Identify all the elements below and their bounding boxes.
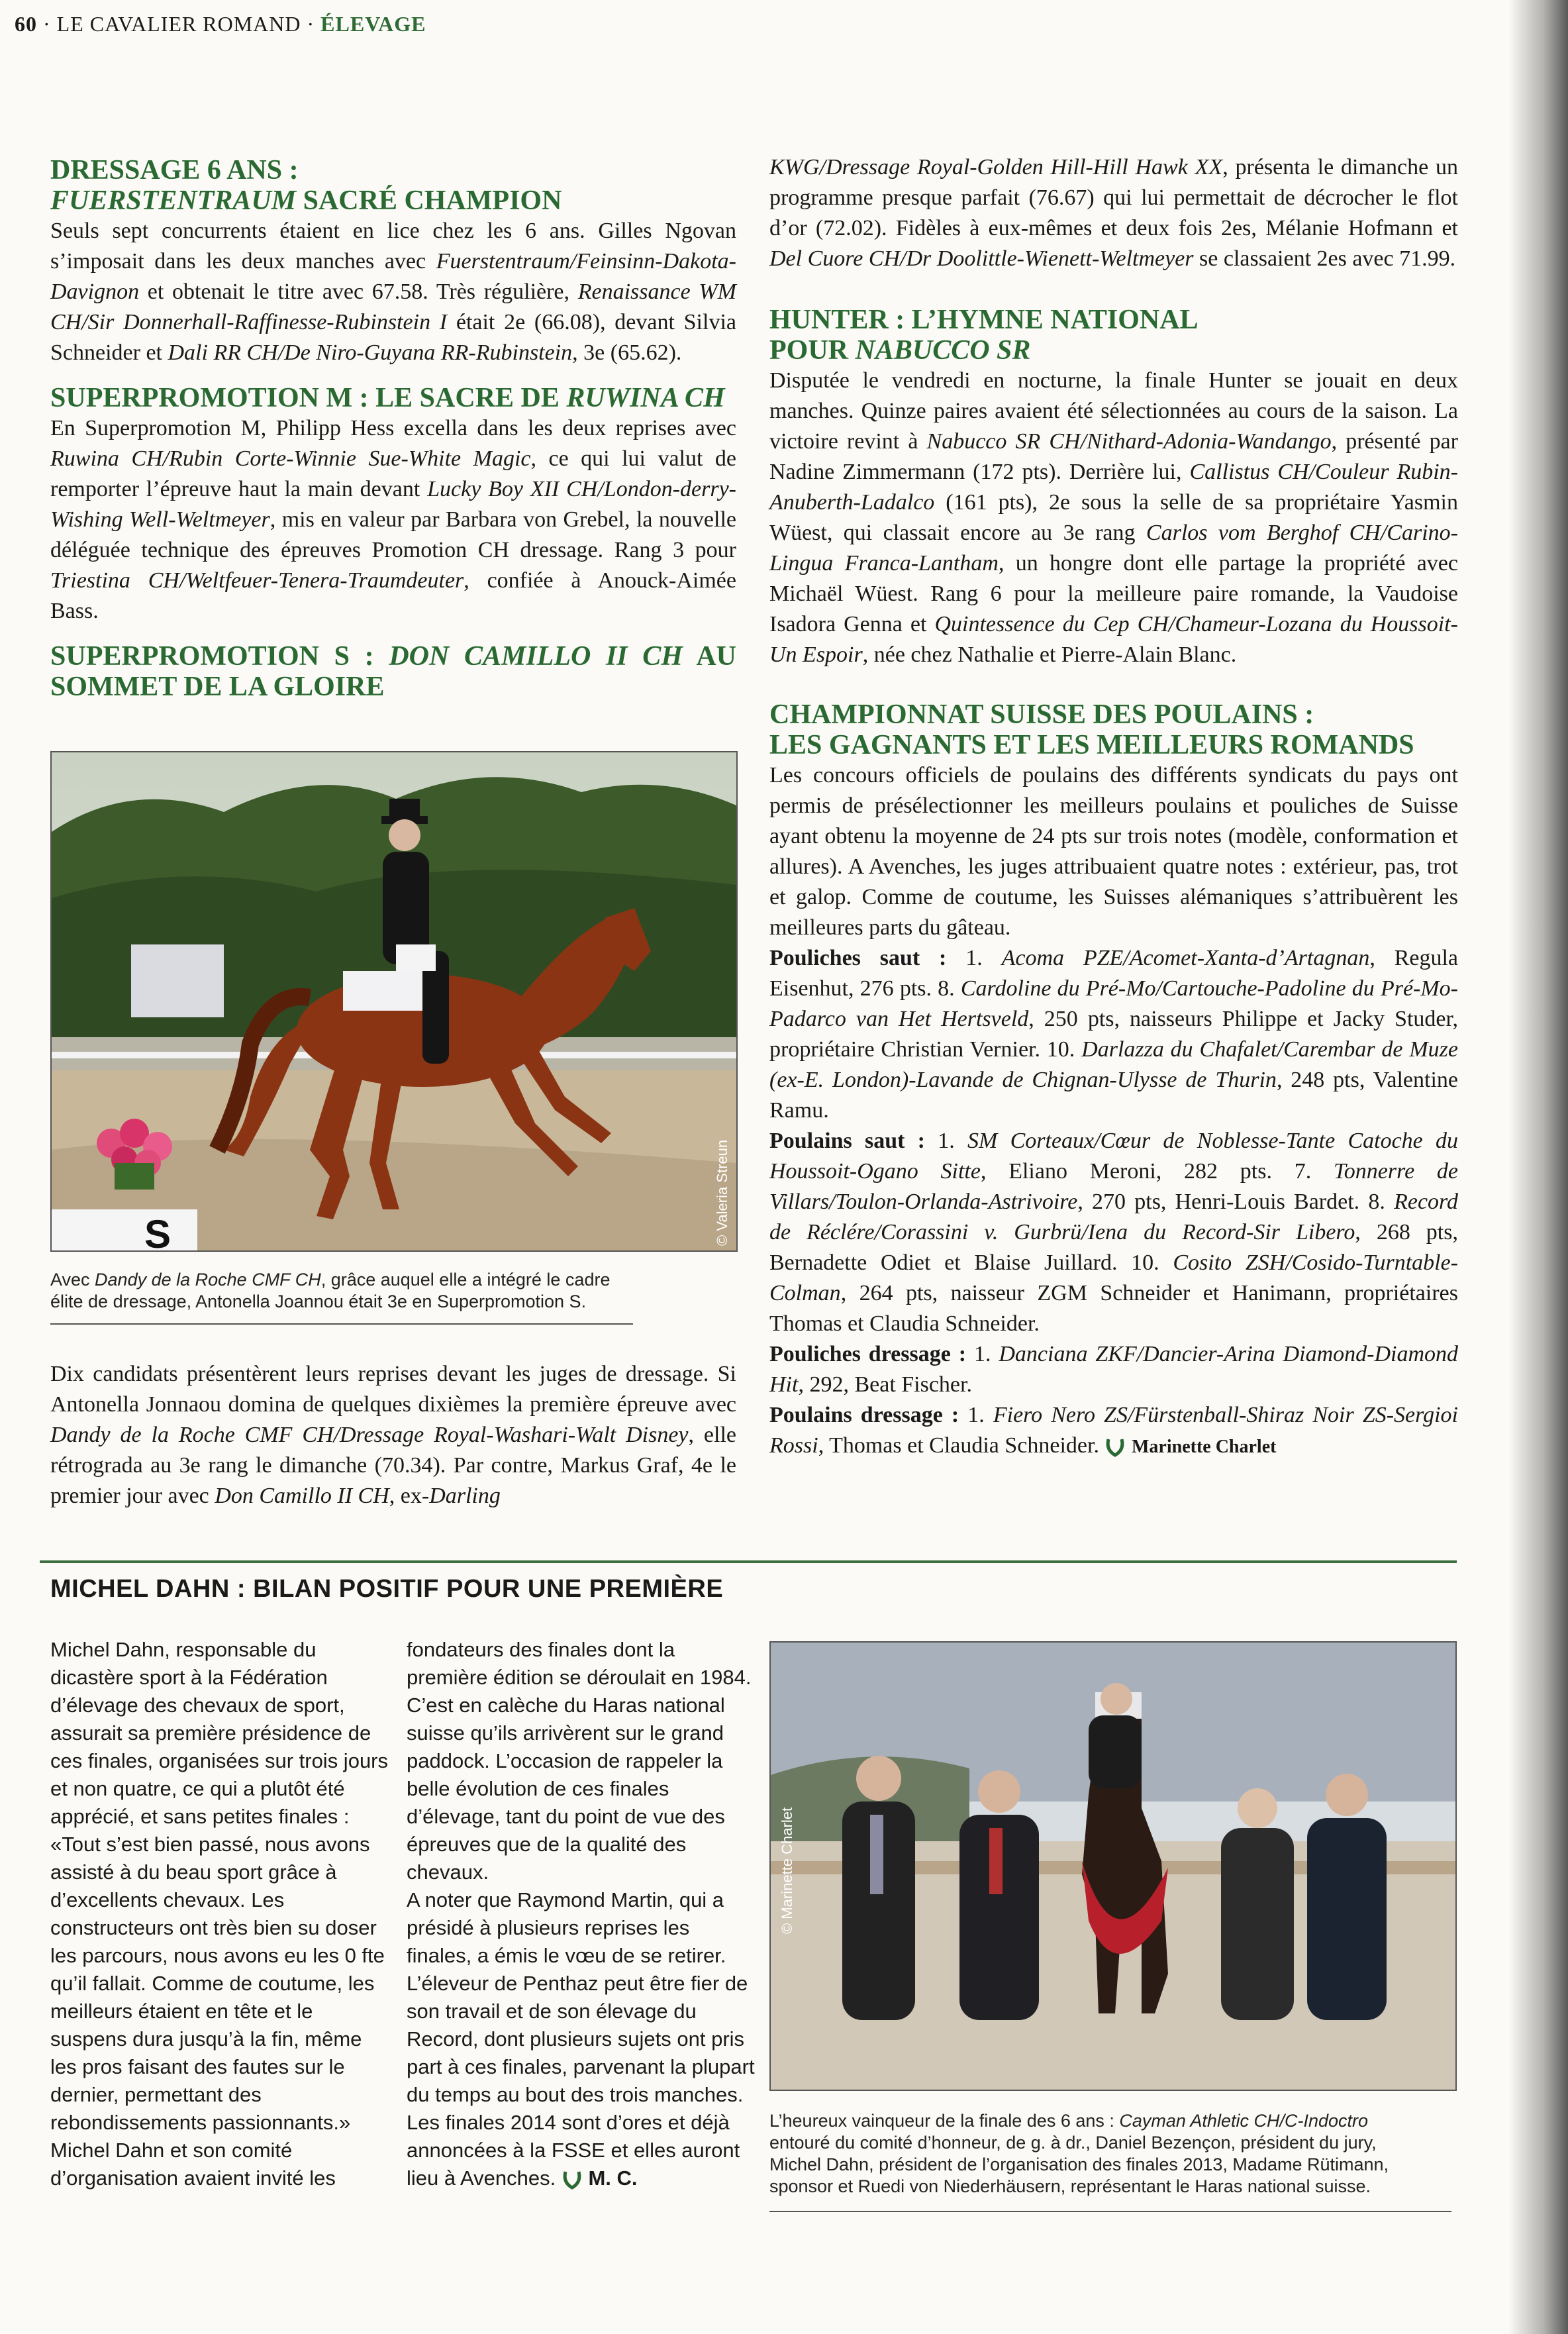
italic-horse-name: Darlazza du Chafalet/Carembar de Muze (ex-E. London)-Lavande de Chignan-Ulysse de Thurin	[769, 1037, 1458, 1092]
ceremony-illustration	[771, 1643, 1455, 2090]
running-header	[15, 12, 426, 36]
dressage-photo	[50, 751, 738, 1252]
box-paragraph-5	[407, 2109, 758, 2192]
italic-horse-name: Fiero Nero ZS/Fürstenball-Shiraz Noir ZS-Sergioi Rossi	[769, 1403, 1458, 1458]
box-title: MICHEL DAHN : BILAN POSITIF POUR UNE PREMIÈRE	[50, 1575, 724, 1603]
italic-horse-name: Quintessence du Cep CH/Chameur-Lozana du Houssoit-Un Espoir	[769, 612, 1458, 667]
text-run: , grâce auquel elle a intégré le cadre élite de dressage, Antonella Joannou était 3e en Superpromotion S.	[50, 1270, 611, 1311]
heading-superpromotion-m	[50, 383, 736, 413]
heading-dressage-6-ans	[50, 155, 736, 216]
page-binding-shadow	[1508, 0, 1568, 2334]
text-run: (161 pts), 2e sous la selle de sa propriétaire Yasmin Wüest, qui classait encore au 3e rang	[769, 490, 1458, 545]
text-run: , confiée à Anouck-Aimée Bass.	[50, 568, 736, 623]
box-paragraph-3: fondateurs des finales dont la première édition se déroulait en 1984. C’est en calèche du Haras national suisse qu’ils arrivèrent sur le grand paddock. L’occasion de rappeler la belle évolution de ces finales d’élevage, tant du point de vue des épreuves que de la qualité des chevaux.	[407, 1638, 752, 1884]
heading-championnat-poulains	[769, 699, 1458, 760]
box-paragraph-2: Michel Dahn et son comité d’organisation avaient invité les	[50, 2139, 336, 2190]
text-run: et obtenait le titre avec 67.58. Très régulière,	[139, 279, 578, 304]
box-paragraph-5-text: Les finales 2014 sont d’ores et déjà annoncées à la FSSE et elles auront lieu à Avenches.	[407, 2111, 740, 2190]
results-poulains-dressage	[769, 1400, 1458, 1462]
results-label: Pouliches dressage :	[769, 1342, 967, 1366]
column-right	[769, 152, 1458, 1462]
italic-horse-name: Acoma PZE/Acomet-Xanta-d’Artagnan	[1001, 946, 1370, 970]
box-paragraph-1: Michel Dahn, responsable du dicastère sport à la Fédération d’élevage des chevaux de sport, assurait sa première présidence de ces finales, organisées sur trois jours et non quatre, ce qui a plutôt été apprécié, et sans petites finales : «Tout s’est bien passé, nous avons assisté à du beau sport grâce à d’excellents chevaux. Les constructeurs ont très bien su doser les parcours, nous avons eu les 0 fte qu’il fallait. Comme de coutume, les meilleurs étaient en tête et le suspens dura jusqu’à la fin, même les pros faisant des fautes sur le dernier, permettant des rebondissements passionnants.»	[50, 1638, 389, 2134]
italic-horse-name: Record de Réclére/Corassini v. Gurbrü/Iena du Record-Sir Libero	[769, 1190, 1458, 1244]
box-column-2	[407, 1636, 758, 2192]
text-run: 1.	[925, 1129, 968, 1153]
results-label: Pouliches saut :	[769, 946, 947, 970]
paragraph-hunter	[769, 366, 1458, 670]
text-run: , 268 pts, Bernadette Odiet et Blaise Juillard. 10.	[769, 1220, 1458, 1275]
text-run: , ce qui lui valut de remporter l’épreuve haut la main devant	[50, 446, 736, 501]
heading-text-end: AU SOMMET DE LA GLOIRE	[50, 641, 736, 702]
italic-horse-name: Triestina CH/Weltfeuer-Tenera-Traumdeuter	[50, 568, 464, 593]
text-run: , 248 pts, Valentine Ramu.	[769, 1068, 1458, 1123]
paragraph-superpromotion-s	[50, 1359, 736, 1511]
heading-text: SUPERPROMOTION M : LE SACRE DE	[50, 383, 567, 413]
box-signature: M. C.	[588, 2166, 638, 2190]
heading-horse-name: FUERSTENTRAUM	[50, 185, 297, 216]
paragraph-poulains-intro: Les concours officiels de poulains des différents syndicats du pays ont permis de présélectionner les meilleurs poulains et pouliches de Suisse ayant obtenu la moyenne de 24 pts sur trois notes (modèle, conformation et allures). A Avenches, les juges attribuaient quatre notes : extérieur, pas, trot et galop. Comme de coutume, les Suisses alémaniques s’attribuèrent les meilleures parts du gâteau.	[769, 763, 1458, 940]
text-run: Avec	[50, 1270, 95, 1290]
photo-caption-ceremony	[769, 2110, 1432, 2198]
results-poulains-saut	[769, 1126, 1458, 1339]
heading-horse-name: NABUCCO SR	[855, 335, 1031, 366]
text-run: 1.	[959, 1403, 993, 1427]
italic-horse-name: Darling	[429, 1484, 501, 1508]
caption-underline	[50, 1323, 633, 1325]
text-run: Seuls sept concurrents étaient en lice chez les 6 ans. Gilles Ngovan s’imposait dans les deux manches avec	[50, 219, 736, 274]
magazine-horseshoe-icon	[1104, 1437, 1126, 1458]
heading-line-1: DRESSAGE 6 ANS :	[50, 155, 299, 185]
text-run: , présenta le dimanche un programme presque parfait (76.67) qui lui permettait de décrocher le flot d’or (72.02). Fidèles à eux-mêmes et deux fois 2es, Mélanie Hofmann et	[769, 155, 1458, 240]
paragraph-continued	[769, 152, 1458, 274]
photo-credit: © Marinette Charlet	[779, 1807, 795, 1934]
italic-horse-name: Fuerstentraum/Feinsinn-Dakota-Davignon	[50, 249, 736, 304]
heading-horse-name: DON CAMILLO II CH	[389, 641, 683, 672]
italic-horse-name: Cosito ZSH/Cosido-Turntable-Colman	[769, 1250, 1458, 1305]
text-run: Disputée le vendredi en nocturne, la finale Hunter se jouait en deux manches. Quinze paires avaient été sélectionnées au cours de la saison. La victoire revint à	[769, 368, 1458, 454]
column-left	[50, 155, 736, 702]
text-run: , Thomas et Claudia Schneider.	[818, 1433, 1105, 1458]
italic-horse-name: Callistus CH/Couleur Rubin-Anuberth-Ladalco	[769, 460, 1458, 515]
results-label: Poulains saut :	[769, 1129, 926, 1153]
paragraph-superpromotion-m	[50, 413, 736, 627]
text-run: , mis en valeur par Barbara von Grebel, la nouvelle déléguée technique des épreuves Promotion CH dressage. Rang 3 pour	[50, 507, 736, 562]
svg-text:S: S	[144, 1212, 172, 1250]
italic-horse-name: Nabucco SR CH/Nithard-Adonia-Wandango	[926, 429, 1332, 454]
heading-hunter	[769, 305, 1458, 366]
photo-credit: © Valeria Streun	[714, 1139, 730, 1246]
magazine-horseshoe-icon	[562, 2169, 583, 2190]
header-separator: ·	[43, 12, 51, 36]
italic-horse-name: Cayman Athletic CH/C-Indoctro	[1119, 2111, 1369, 2131]
heading-horse-name: RUWINA CH	[566, 383, 725, 413]
italic-horse-name: Danciana ZKF/Dancier-Arina Diamond-Diamond Hit	[769, 1342, 1459, 1397]
photo-caption-dressage	[50, 1269, 633, 1313]
box-top-rule	[40, 1560, 1457, 1563]
paragraph-dressage-6-ans	[50, 216, 736, 368]
section-name: ÉLEVAGE	[320, 12, 426, 36]
heading-line-2: SACRÉ CHAMPION	[296, 185, 562, 216]
text-run: , présenté par Nadine Zimmermann (172 pts). Derrière lui,	[769, 429, 1458, 484]
italic-horse-name: Del Cuore CH/Dr Doolittle-Wienett-Weltmeyer	[769, 246, 1194, 271]
text-run: En Superpromotion M, Philipp Hess excella dans les deux reprises avec	[50, 416, 736, 440]
italic-horse-name: KWG/Dressage Royal-Golden Hill-Hill Hawk XX	[769, 155, 1223, 179]
italic-horse-name: Cardoline du Pré-Mo/Cartouche-Padoline du Pré-Mo-Padarco van Het Hertsveld	[769, 976, 1458, 1031]
text-run: , un hongre dont elle partage la propriété avec Michaël Wüest. Rang 6 pour la meilleure paire romande, la Vaudoise Isadora Genna et	[769, 551, 1458, 636]
text-run: L’heureux vainqueur de la finale des 6 ans :	[769, 2111, 1120, 2131]
box-column-1	[50, 1636, 388, 2192]
heading-line-1: HUNTER : L’HYMNE NATIONAL	[769, 305, 1199, 335]
text-run: , 270 pts, Henri-Louis Bardet. 8.	[1077, 1190, 1395, 1214]
text-run: , 292, Beat Fischer.	[798, 1372, 972, 1397]
results-pouliches-dressage	[769, 1339, 1458, 1400]
heading-text: SUPERPROMOTION S :	[50, 641, 389, 672]
page-number: 60	[15, 12, 37, 36]
italic-horse-name: Dali RR CH/De Niro-Guyana RR-Rubinstein	[168, 340, 573, 365]
column-left-continued	[50, 1359, 736, 1511]
heading-line-2: LES GAGNANTS ET LES MEILLEURS ROMANDS	[769, 730, 1414, 760]
heading-line-1: CHAMPIONNAT SUISSE DES POULAINS :	[769, 699, 1314, 730]
results-label: Poulains dressage :	[769, 1403, 959, 1427]
italic-horse-name: Dandy de la Roche CMF CH	[95, 1270, 321, 1290]
text-run: , née chez Nathalie et Pierre-Alain Blanc.	[862, 642, 1237, 667]
magazine-name: LE CAVALIER ROMAND	[56, 12, 301, 36]
text-run: , Eliano Meroni, 282 pts. 7.	[980, 1159, 1334, 1184]
text-run: , elle rétrograda au 3e rang le dimanche (70.34). Par contre, Markus Graf, 4e le premier jour avec	[50, 1423, 736, 1508]
text-run: , ex-	[389, 1484, 430, 1508]
text-run: se classaient 2es avec 71.99.	[1193, 246, 1456, 271]
italic-horse-name: SM Corteaux/Cœur de Noblesse-Tante Catoche du Houssoit-Ogano Sitte	[769, 1129, 1459, 1184]
italic-horse-name: Don Camillo II CH	[215, 1484, 389, 1508]
italic-horse-name: Carlos vom Berghof CH/Carino-Lingua Franca-Lantham	[769, 521, 1458, 576]
results-pouliches-saut	[769, 943, 1458, 1126]
text-run: , 3e (65.62).	[572, 340, 682, 365]
heading-superpromotion-s	[50, 641, 736, 702]
italic-horse-name: Renaissance WM CH/Sir Donnerhall-Raffinesse-Rubinstein I	[50, 279, 736, 334]
italic-horse-name: Ruwina CH/Rubin Corte-Winnie Sue-White Magic	[50, 446, 531, 471]
text-run: 1.	[966, 1342, 999, 1366]
text-run: , 250 pts, naisseurs Philippe et Jacky Studer, propriétaire Christian Vernier. 10.	[769, 1007, 1458, 1062]
ceremony-photo	[769, 1641, 1457, 2091]
heading-line-2: POUR	[769, 335, 856, 366]
text-run: , 264 pts, naisseur ZGM Schneider et Hanimann, propriétaires Thomas et Claudia Schneider.	[769, 1281, 1458, 1336]
italic-horse-name: Dandy de la Roche CMF CH/Dressage Royal-Washari-Walt Disney	[50, 1423, 689, 1447]
author-signature: Marinette Charlet	[1131, 1437, 1277, 1457]
dressage-horse-illustration	[52, 752, 736, 1250]
italic-horse-name: Lucky Boy XII CH/London-derry-Wishing Well-Weltmeyer	[50, 477, 736, 532]
text-run: entouré du comité d’honneur, de g. à dr., Daniel Bezençon, président du jury, Michel Dahn, président de l’organisation des finales 2013, Madame Rütimann, sponsor et Ruedi von Niederhäusern, représentant le Haras national suisse.	[769, 2133, 1389, 2196]
text-run: 1.	[946, 946, 1002, 970]
caption-underline	[769, 2211, 1451, 2212]
text-run: était 2e (66.08), devant Silvia Schneider et	[50, 310, 736, 365]
italic-horse-name: Tonnerre de Villars/Toulon-Orlanda-Astrivoire	[769, 1159, 1458, 1214]
box-paragraph-4: A noter que Raymond Martin, qui a présidé à plusieurs reprises les finales, a émis le vœu de se retirer. L’éleveur de Penthaz peut être fier de son travail et de son élevage du Record, dont plusieurs sujets ont pris part à ces finales, parvenant la plupart du temps au bout des trois manches.	[407, 1888, 755, 2106]
text-run: Dix candidats présentèrent leurs reprises devant les juges de dressage. Si Antonella Jonnaou domina de quelques dixièmes la première épreuve avec	[50, 1362, 736, 1417]
text-run: , Regula Eisenhut, 276 pts. 8.	[769, 946, 1459, 1001]
header-separator: ·	[307, 12, 315, 36]
